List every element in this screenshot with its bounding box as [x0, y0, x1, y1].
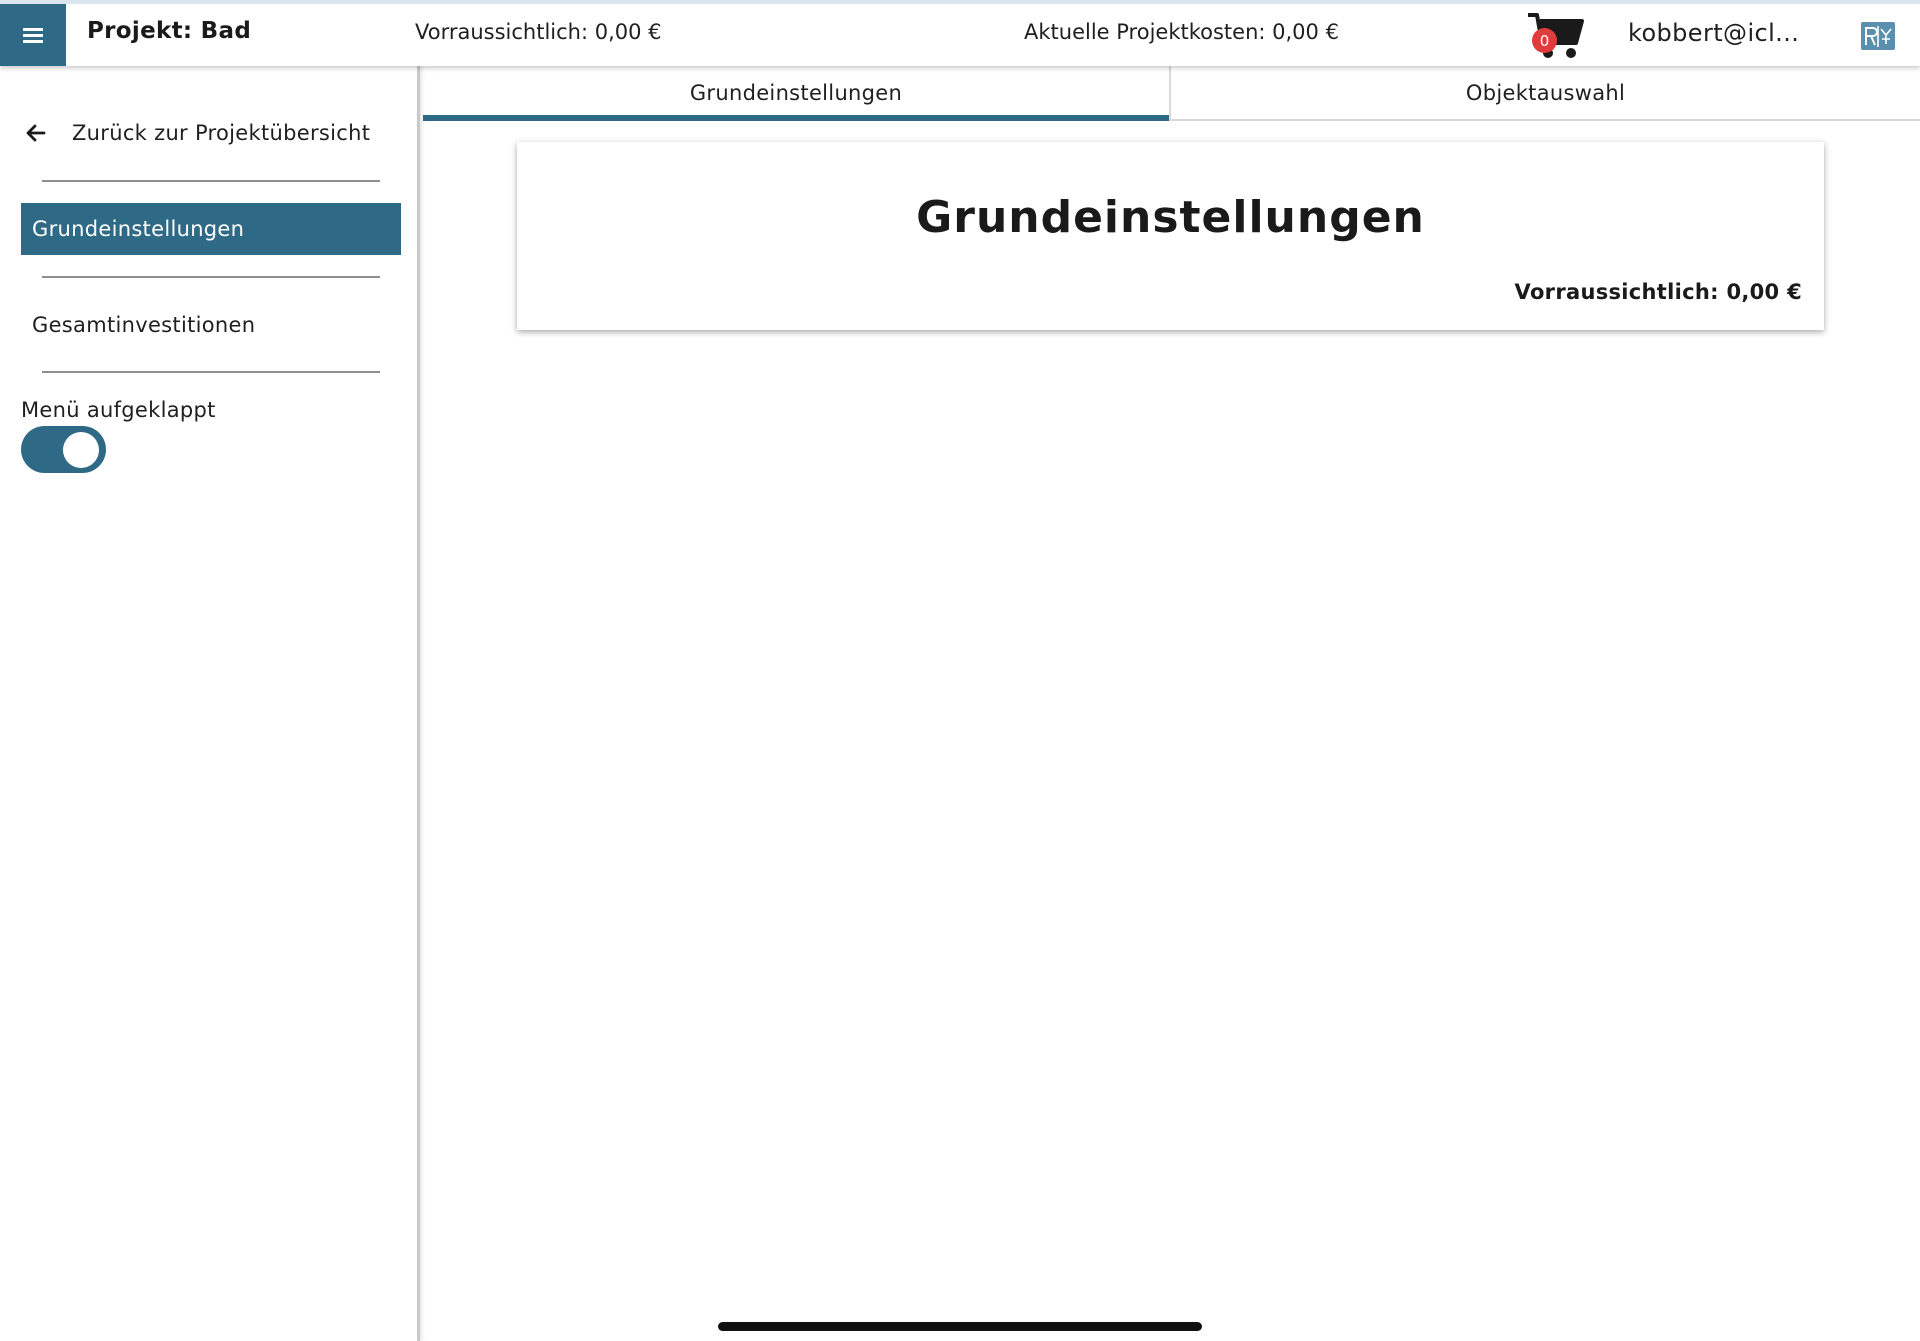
sidebar — [0, 66, 420, 1341]
menu-toggle-label: Menü aufgeklappt — [21, 398, 216, 422]
sidebar-item-grundeinstellungen[interactable] — [21, 203, 401, 255]
current-project-costs: Aktuelle Projektkosten: 0,00 € — [1024, 20, 1339, 44]
divider — [42, 371, 380, 373]
divider — [42, 180, 380, 182]
page-title: Grundeinstellungen — [916, 192, 1425, 243]
menu-expanded-toggle[interactable] — [21, 426, 106, 473]
tab-grundeinstellungen[interactable]: Grundeinstellungen — [423, 66, 1171, 119]
sidebar-item-label: Grundeinstellungen — [32, 217, 245, 241]
cart-count-badge: 0 — [1532, 28, 1557, 53]
tab-bar — [423, 66, 1920, 121]
top-bar — [0, 0, 1920, 66]
back-link-label: Zurück zur Projektübersicht — [72, 121, 371, 145]
settings-card — [517, 142, 1824, 330]
cart-button[interactable] — [1526, 9, 1584, 61]
toggle-knob — [63, 432, 99, 468]
app-logo — [1860, 20, 1896, 52]
project-title: Projekt: Bad — [87, 18, 252, 44]
hamburger-menu-button[interactable] — [0, 4, 66, 66]
user-email[interactable]: kobbert@icl... — [1628, 19, 1800, 47]
tab-objektauswahl[interactable]: Objektauswahl — [1465, 80, 1626, 105]
home-indicator — [718, 1322, 1202, 1331]
hamburger-icon — [21, 25, 45, 45]
sidebar-item-gesamtinvestitionen[interactable] — [21, 299, 401, 351]
arrow-left-icon — [26, 124, 46, 142]
back-to-projects-link[interactable] — [26, 118, 370, 148]
expected-cost-summary: Vorraussichtlich: 0,00 € — [415, 20, 662, 44]
card-expected-cost: Vorraussichtlich: 0,00 € — [1514, 280, 1802, 304]
sidebar-item-label: Gesamtinvestitionen — [32, 313, 256, 337]
divider — [42, 276, 380, 278]
